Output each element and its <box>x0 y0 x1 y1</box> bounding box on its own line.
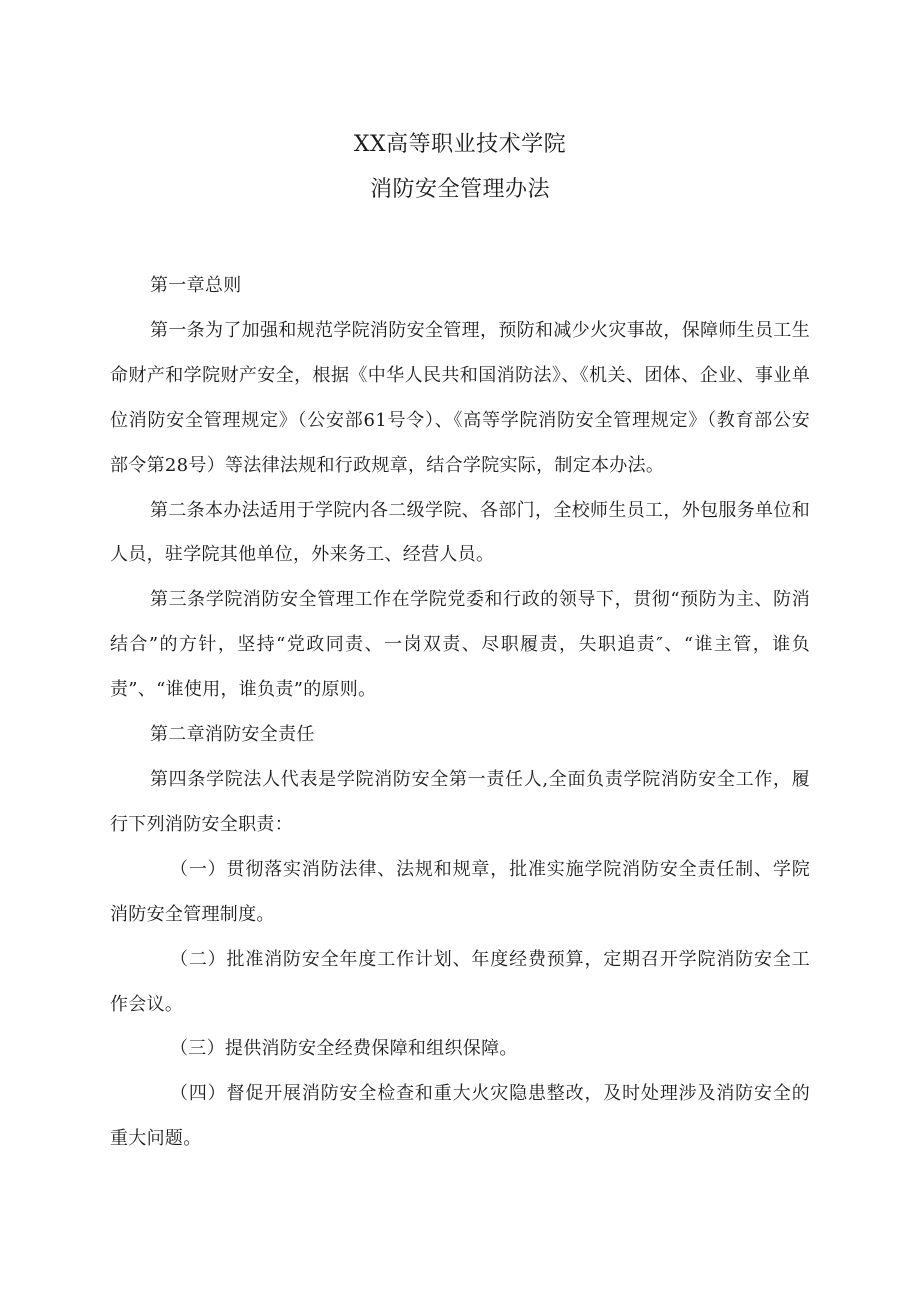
document-title-line1: XX高等职业技术学院 <box>353 132 567 157</box>
article-3: 第三条学院消防安全管理工作在学院党委和行政的领导下，贯彻“预防为主、防消结合”的方针，坚持“党政同责、一岗双责、尽职履责，失职追责″、“谁主管，谁负责”、“谁使用，谁负责”的原则。 <box>110 589 810 701</box>
duty-item-3: （三）提供消防安全经费保障和组织保障。 <box>170 1038 518 1060</box>
duty-item-4: （四）督促开展消防安全检查和重大火灾隐患整改，及时处理涉及消防安全的重大问题。 <box>110 1083 810 1150</box>
chapter-heading-1: 第一章总则 <box>150 275 242 296</box>
article-4: 第四条学院法人代表是学院消防安全第一责任人,全面负责学院消防安全工作，履行下列消防安全职责： <box>110 768 810 835</box>
duty-item-1: （一）贯彻落实消防法律、法规和规章，批准实施学院消防安全责任制、学院消防安全管理制度。 <box>110 858 810 925</box>
duty-item-2: （二）批准消防安全年度工作计划、年度经费预算，定期召开学院消防安全工作会议。 <box>110 948 810 1015</box>
article-1: 第一条为了加强和规范学院消防安全管理，预防和减少火灾事故，保障师生员工生命财产和学院财产安全，根据《中华人民共和国消防法》、《机关、团体、企业、事业单位消防安全管理规定》（公安部61号令）、《高等学院消防安全管理规定》（教育部公安部令第28号）等法律法规和行政规章，结合学院实际，制定本办法。 <box>110 319 810 476</box>
document-body <box>110 264 810 1162</box>
document-title-line2: 消防安全管理办法 <box>369 177 550 202</box>
chapter-heading-2: 第二章消防安全责任 <box>150 724 315 746</box>
article-2: 第二条本办法适用于学院内各二级学院、各部门，全校师生员工，外包服务单位和人员，驻学院其他单位，外来务工、经营人员。 <box>110 499 810 566</box>
